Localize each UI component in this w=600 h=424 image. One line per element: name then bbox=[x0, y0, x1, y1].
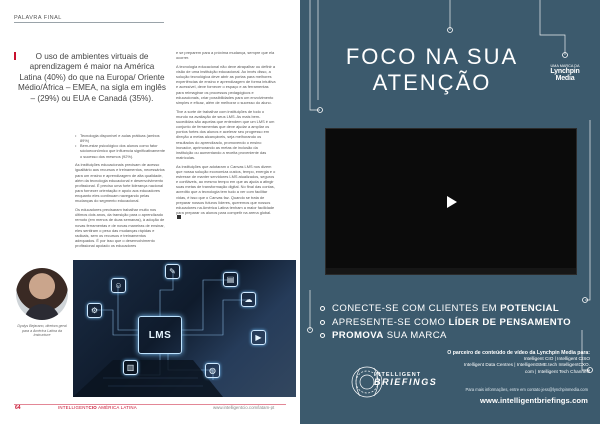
benefit-bold: LÍDER DE PENSAMENTO bbox=[448, 316, 572, 328]
lms-label-box: LMS bbox=[138, 316, 182, 354]
portrait-shoulders bbox=[24, 304, 60, 320]
section-rule bbox=[14, 22, 164, 23]
article-column-1 bbox=[75, 133, 167, 252]
partner-line: Intelligent Data Centres | IntelligentSME.tech IntelligentCXO. bbox=[463, 362, 590, 368]
bullet-ring-icon bbox=[320, 320, 325, 325]
benefit-item bbox=[320, 316, 590, 330]
page-number: 64 bbox=[15, 405, 21, 411]
book-icon: ▥ bbox=[123, 360, 138, 375]
bullet-ring-icon bbox=[320, 306, 325, 311]
publication-suffix: AMÉRICA LATINA bbox=[96, 405, 137, 410]
portrait-caption: Dyalys Bejarano, diretora geral para a América Latina da Instructure bbox=[17, 324, 67, 338]
partner-line: Intelligent CIO | Intelligent CISO bbox=[523, 356, 590, 362]
paragraph: Os educadores precisaram trabalhar muito nos últimos dois anos, da transição para o aprendizado remoto (em menos de duas semanas), à adoção de novas ferramentas e de novas maneiras de ensinar, eles sentiram o peso das mudanças rápidas e radicais, sem os recursos e treinamentos adequados. É por isso que o desenvolvimento profissional apoiado os educadores bbox=[75, 207, 165, 249]
document-icon: ✎ bbox=[165, 264, 180, 279]
brand-name-line-1: Lynchpin bbox=[550, 68, 580, 76]
person-icon: ☺ bbox=[111, 278, 126, 293]
paragraph-text: As instituições que adotaram o Canvas LMS nos dizem que nossa solução economiza custos, tempo, energia e o estresse de manter servidores LMS atualizados, seguros e confiáveis, ao mesmo tempo em que as ajuda a atingir suas metas de transformação digital. No final das contas, acredito que a tecnologia tem tudo a ver com facilitar vidas, é isso que o Canvas faz. Quando se trata de preparar nossos futuros líderes, queremos que nossos educadores na América Latina tenham a maior facilidade para preparar os alunos para competir na arena global. bbox=[176, 163, 276, 216]
partner-info bbox=[418, 350, 590, 375]
publication-bold: CIO bbox=[88, 405, 97, 410]
list-item: • Tecnologia disponível e aulas práticas (ambos 89%) bbox=[75, 133, 167, 143]
benefit-tail: SUA MARCA bbox=[383, 330, 447, 341]
lynchpin-media-logo bbox=[550, 64, 580, 82]
chart-icon: ▤ bbox=[223, 272, 238, 287]
benefit-bold: POTENCIAL bbox=[500, 303, 560, 314]
benefit-item bbox=[320, 302, 590, 316]
publication-prefix: INTELLIGENT bbox=[58, 405, 89, 410]
publication-name bbox=[58, 405, 137, 410]
paragraph: A tecnologia educacional não deve atrapalhar ou definir a visão de uma instituição educacional. Ao invés disso, a solução tecnológica deve abrir as portas para melhores experiências de ensino e aprendizagem de forma intuitiva e acessível, deve fornecer o espaço e as ferramentas para reimaginar os processos pedagógicos e educacionais, criar possibilidades para um envolvimento simples e eficaz, além de melhorar o sucesso do aluno. bbox=[176, 63, 276, 105]
lms-illustration-photo bbox=[73, 260, 296, 397]
contact-text[interactable]: Para mais informações, entre em contato jess@lynchpinmedia.com bbox=[465, 387, 588, 392]
partner-line: com | Intelligent Tech Channels bbox=[525, 368, 590, 374]
video-control-bar[interactable] bbox=[326, 268, 576, 274]
benefit-item bbox=[320, 329, 590, 343]
benefit-normal: APRESENTE-SE COMO bbox=[332, 316, 449, 328]
right-page-advert bbox=[300, 0, 600, 424]
pullquote-accent-bar bbox=[14, 52, 16, 60]
bullet-ring-icon bbox=[320, 333, 325, 338]
bullet-list bbox=[75, 133, 167, 159]
headline bbox=[322, 44, 542, 96]
benefits-list bbox=[320, 302, 590, 343]
video-player[interactable] bbox=[325, 128, 577, 275]
section-tag: PALAVRA FINAL bbox=[14, 15, 62, 21]
cloud-icon: ☁ bbox=[241, 292, 256, 307]
end-mark-icon bbox=[177, 215, 181, 219]
benefit-bold: PROMOVA bbox=[332, 330, 384, 341]
circuit-lines bbox=[73, 260, 296, 397]
gear-icon: ⚙ bbox=[87, 303, 102, 318]
brand-name-line-2: Media bbox=[555, 75, 575, 83]
brand-prefix: UMA MARCA DA bbox=[550, 64, 580, 68]
play-icon: ▶ bbox=[251, 330, 266, 345]
list-item: • Bem-estar psicológico dos alunos como fator sócioeconômico que influencia significativamente o sucesso dos mesmos (92%). bbox=[75, 143, 167, 158]
headline-line-2: ATENÇÃO bbox=[372, 70, 492, 95]
wordmark-line-1: INTELLIGENT bbox=[374, 372, 422, 378]
author-portrait bbox=[16, 268, 68, 320]
footer-url-link[interactable]: www.intelligentcio.com/latam-pt bbox=[213, 405, 275, 410]
paragraph: As instituições educacionais precisam de acesso igualitário aos recursos e treinamentos, necessários para um ensino e aprendizagem de alta qualidade, além da tecnologia educacional e desenvolvimento profissional. É preciso uma forte liderança nacional para fornecer orientação e apoio aos educadores enquanto eles continuam navegando pelas mudanças do segmento educacional. bbox=[75, 162, 165, 204]
globe-icon: ◍ bbox=[205, 363, 220, 378]
paragraph-final bbox=[176, 164, 276, 221]
play-button-icon[interactable] bbox=[447, 196, 457, 208]
paragraph: e se preparem para a próxima mudança, sempre que ela ocorrer. bbox=[176, 50, 275, 61]
headline-line-1: FOCO NA SUA bbox=[345, 44, 519, 69]
pullquote bbox=[18, 52, 166, 104]
wordmark-line-2: BRIEFINGS bbox=[374, 376, 438, 387]
pullquote-text: O uso de ambientes virtuais de aprendizagem é maior na América Latina (40%) do que na Europa/ Oriente Médio/África – EMEA, na sigla em inglês – (29%) ou EUA e Canadá (35%). bbox=[18, 52, 166, 103]
partner-lead: O parceiro de conteúdo de vídeo da Lynchpin Media para: bbox=[447, 350, 590, 356]
benefit-normal: CONECTE-SE COM CLIENTES EM bbox=[332, 303, 501, 314]
paragraph: Tive a sorte de trabalhar com instituições de todo o mundo na avaliação de seus LMS. As mais bem-sucedidas são aquelas que entendem que um LMS é um conjunto de ferramentas que deve ajudar a ampliar os pontos fortes dos alunos e acelerar seu progresso em direção a metas alcançáveis, seja melhorando os resultados do aprendizado, promovendo o ensino inovador, aprimorando as metas de inclusão da instituição ou aumentando a receita proveniente das matrículas. bbox=[176, 108, 275, 160]
article-column-2 bbox=[176, 50, 276, 224]
website-link[interactable]: www.intelligentbriefings.com bbox=[480, 396, 588, 405]
